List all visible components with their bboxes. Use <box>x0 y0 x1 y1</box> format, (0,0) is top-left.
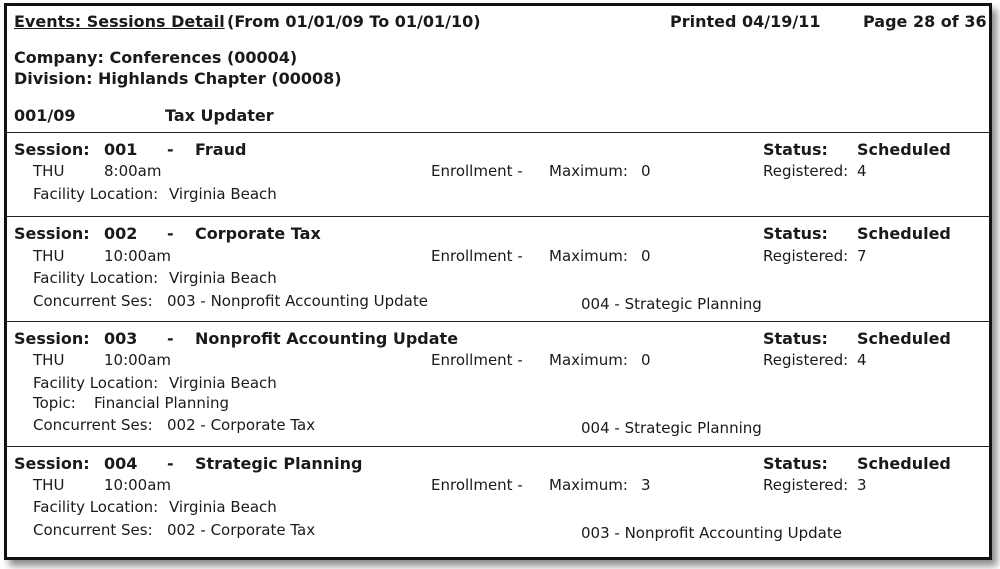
date-range: (From 01/01/09 To 01/01/10) <box>227 12 481 31</box>
session-number: 003 <box>104 329 138 348</box>
registered-value: 3 <box>857 476 867 494</box>
concurrent-session: 003 - Nonprofit Accounting Update <box>167 292 428 310</box>
session-time: 10:00am <box>104 351 172 369</box>
registered-value: 4 <box>857 162 867 180</box>
event-name: Tax Updater <box>165 106 274 125</box>
status-value: Scheduled <box>857 454 951 473</box>
maximum-label: Maximum: <box>549 476 628 494</box>
session-label: Session: <box>14 140 90 159</box>
divider <box>7 446 989 447</box>
session-name: Fraud <box>195 140 247 159</box>
report-page <box>4 3 992 560</box>
facility-label: Facility Location: <box>33 185 159 203</box>
concurrent-session: 004 - Strategic Planning <box>581 419 762 437</box>
concurrent-session: 002 - Corporate Tax <box>167 416 316 434</box>
enrollment-label: Enrollment - <box>431 247 523 265</box>
registered-value: 7 <box>857 247 867 265</box>
maximum-label: Maximum: <box>549 247 628 265</box>
maximum-label: Maximum: <box>549 351 628 369</box>
session-dash: - <box>167 224 174 243</box>
session-dash: - <box>167 454 174 473</box>
topic-value: Financial Planning <box>94 394 230 412</box>
maximum-label: Maximum: <box>549 162 628 180</box>
report-title: Events: Sessions Detail <box>14 12 225 31</box>
facility-label: Facility Location: <box>33 374 159 392</box>
registered-label: Registered: <box>763 162 849 180</box>
session-day: THU <box>33 476 65 494</box>
session-day: THU <box>33 162 65 180</box>
facility-label: Facility Location: <box>33 498 159 516</box>
concurrent-session: 003 - Nonprofit Accounting Update <box>581 524 842 542</box>
maximum-value: 0 <box>641 351 651 369</box>
status-value: Scheduled <box>857 224 951 243</box>
maximum-value: 0 <box>641 247 651 265</box>
enrollment-label: Enrollment - <box>431 476 523 494</box>
facility-value: Virginia Beach <box>169 374 277 392</box>
maximum-value: 0 <box>641 162 651 180</box>
divider <box>7 132 989 133</box>
divider <box>7 216 989 217</box>
facility-value: Virginia Beach <box>169 498 277 516</box>
division-line: Division: Highlands Chapter (00008) <box>14 69 342 88</box>
session-dash: - <box>167 140 174 159</box>
session-time: 10:00am <box>104 247 172 265</box>
company-line: Company: Conferences (00004) <box>14 48 298 67</box>
session-number: 001 <box>104 140 138 159</box>
status-label: Status: <box>763 140 828 159</box>
concurrent-label: Concurrent Ses: <box>33 416 153 434</box>
status-label: Status: <box>763 329 828 348</box>
session-name: Corporate Tax <box>195 224 321 243</box>
session-name: Nonprofit Accounting Update <box>195 329 459 348</box>
session-dash: - <box>167 329 174 348</box>
session-number: 004 <box>104 454 138 473</box>
concurrent-session: 004 - Strategic Planning <box>581 295 762 313</box>
session-day: THU <box>33 351 65 369</box>
printed-date: Printed 04/19/11 <box>670 12 821 31</box>
session-time: 10:00am <box>104 476 172 494</box>
session-label: Session: <box>14 224 90 243</box>
enrollment-label: Enrollment - <box>431 162 523 180</box>
page-number: Page 28 of 36 <box>863 12 987 31</box>
session-day: THU <box>33 247 65 265</box>
enrollment-label: Enrollment - <box>431 351 523 369</box>
session-time: 8:00am <box>104 162 162 180</box>
status-value: Scheduled <box>857 140 951 159</box>
session-number: 002 <box>104 224 138 243</box>
maximum-value: 3 <box>641 476 651 494</box>
status-label: Status: <box>763 454 828 473</box>
concurrent-label: Concurrent Ses: <box>33 521 153 539</box>
status-label: Status: <box>763 224 828 243</box>
session-label: Session: <box>14 454 90 473</box>
topic-label: Topic: <box>33 394 76 412</box>
facility-value: Virginia Beach <box>169 269 277 287</box>
registered-label: Registered: <box>763 247 849 265</box>
concurrent-session: 002 - Corporate Tax <box>167 521 316 539</box>
concurrent-label: Concurrent Ses: <box>33 292 153 310</box>
session-name: Strategic Planning <box>195 454 363 473</box>
facility-label: Facility Location: <box>33 269 159 287</box>
facility-value: Virginia Beach <box>169 185 277 203</box>
registered-label: Registered: <box>763 351 849 369</box>
divider <box>7 321 989 322</box>
event-code: 001/09 <box>14 106 76 125</box>
registered-value: 4 <box>857 351 867 369</box>
session-label: Session: <box>14 329 90 348</box>
registered-label: Registered: <box>763 476 849 494</box>
status-value: Scheduled <box>857 329 951 348</box>
